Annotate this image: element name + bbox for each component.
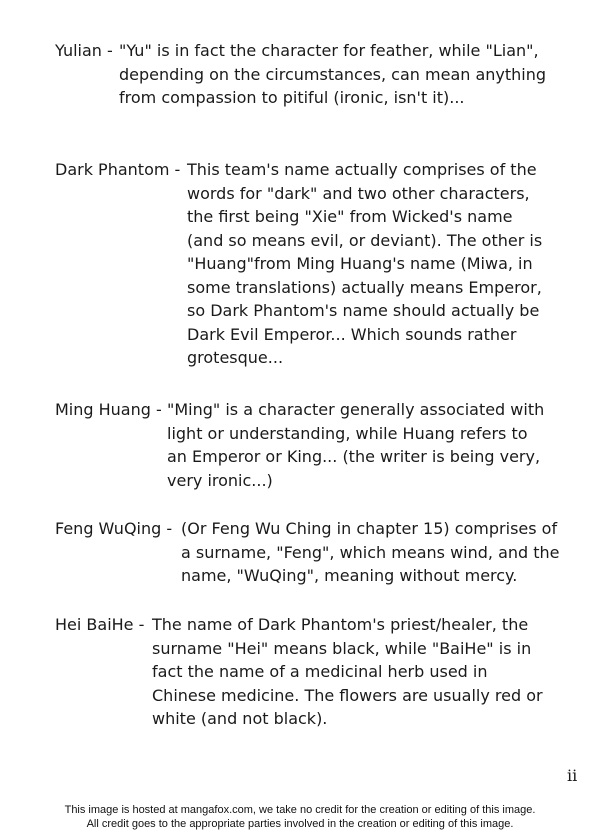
entry-line: "Yu" is in fact the character for feather, while "Lian", [119,41,539,60]
entry-term: Yulian - [55,41,113,60]
entry-term: Feng WuQing - [55,519,173,538]
entry-term: Dark Phantom - [55,160,181,179]
entry-term: Hei BaiHe - [55,615,145,634]
glossary-entry-hei-baihe [55,613,572,731]
entry-line: The name of Dark Phantom's priest/healer, the [152,615,529,634]
page-number: ii [567,766,578,785]
entry-line: words for "dark" and two other characters, [187,183,530,203]
hosting-credit-footer [0,803,600,831]
entry-line: an Emperor or King... (the writer is being very, [167,447,541,466]
entry-line: very ironic...) [167,470,273,490]
entry-line: "Ming" is a character generally associated with [167,400,545,419]
entry-line: "Huang"from Ming Huang's name (Miwa, in [187,254,533,273]
entry-line: Chinese medicine. The flowers are usually red or [152,685,543,705]
glossary-entry-dark-phantom [55,158,572,370]
entry-line: the first being "Xie" from Wicked's name [187,207,513,226]
entry-line: so Dark Phantom's name should actually be [187,301,540,320]
entry-line: surname "Hei" means black, while "BaiHe" is in [152,638,532,658]
entry-line: some translations) actually means Emperor, [187,277,542,297]
entry-line: name, "WuQing", meaning without mercy. [181,566,518,585]
entry-line: light or understanding, while Huang refers to [167,423,528,443]
entry-line: Dark Evil Emperor... Which sounds rather [187,324,517,344]
entry-line: from compassion to pitiful (ironic, isn't it)... [119,88,465,107]
entry-line: (Or Feng Wu Ching in chapter 15) comprises of [181,519,558,538]
glossary-entry-feng-wuqing [55,517,572,588]
entry-line: This team's name actually comprises of the [187,160,537,179]
entry-line: (and so means evil, or deviant). The other is [187,230,543,250]
footer-line: All credit goes to the appropriate parties involved in the creation or editing of this image. [86,818,514,830]
glossary-entry-ming-huang [55,398,572,492]
entry-line: grotesque... [187,348,284,367]
entry-line: depending on the circumstances, can mean anything [119,64,547,84]
entry-line: a surname, "Feng", which means wind, and the [181,542,560,562]
entry-line: white (and not black). [152,709,328,728]
glossary-entry-yulian [55,39,572,110]
entry-line: fact the name of a medicinal herb used in [152,662,488,681]
footer-line: This image is hosted at mangafox.com, we take no credit for the creation or editing of this image. [64,804,536,816]
entry-term: Ming Huang - [55,400,162,419]
